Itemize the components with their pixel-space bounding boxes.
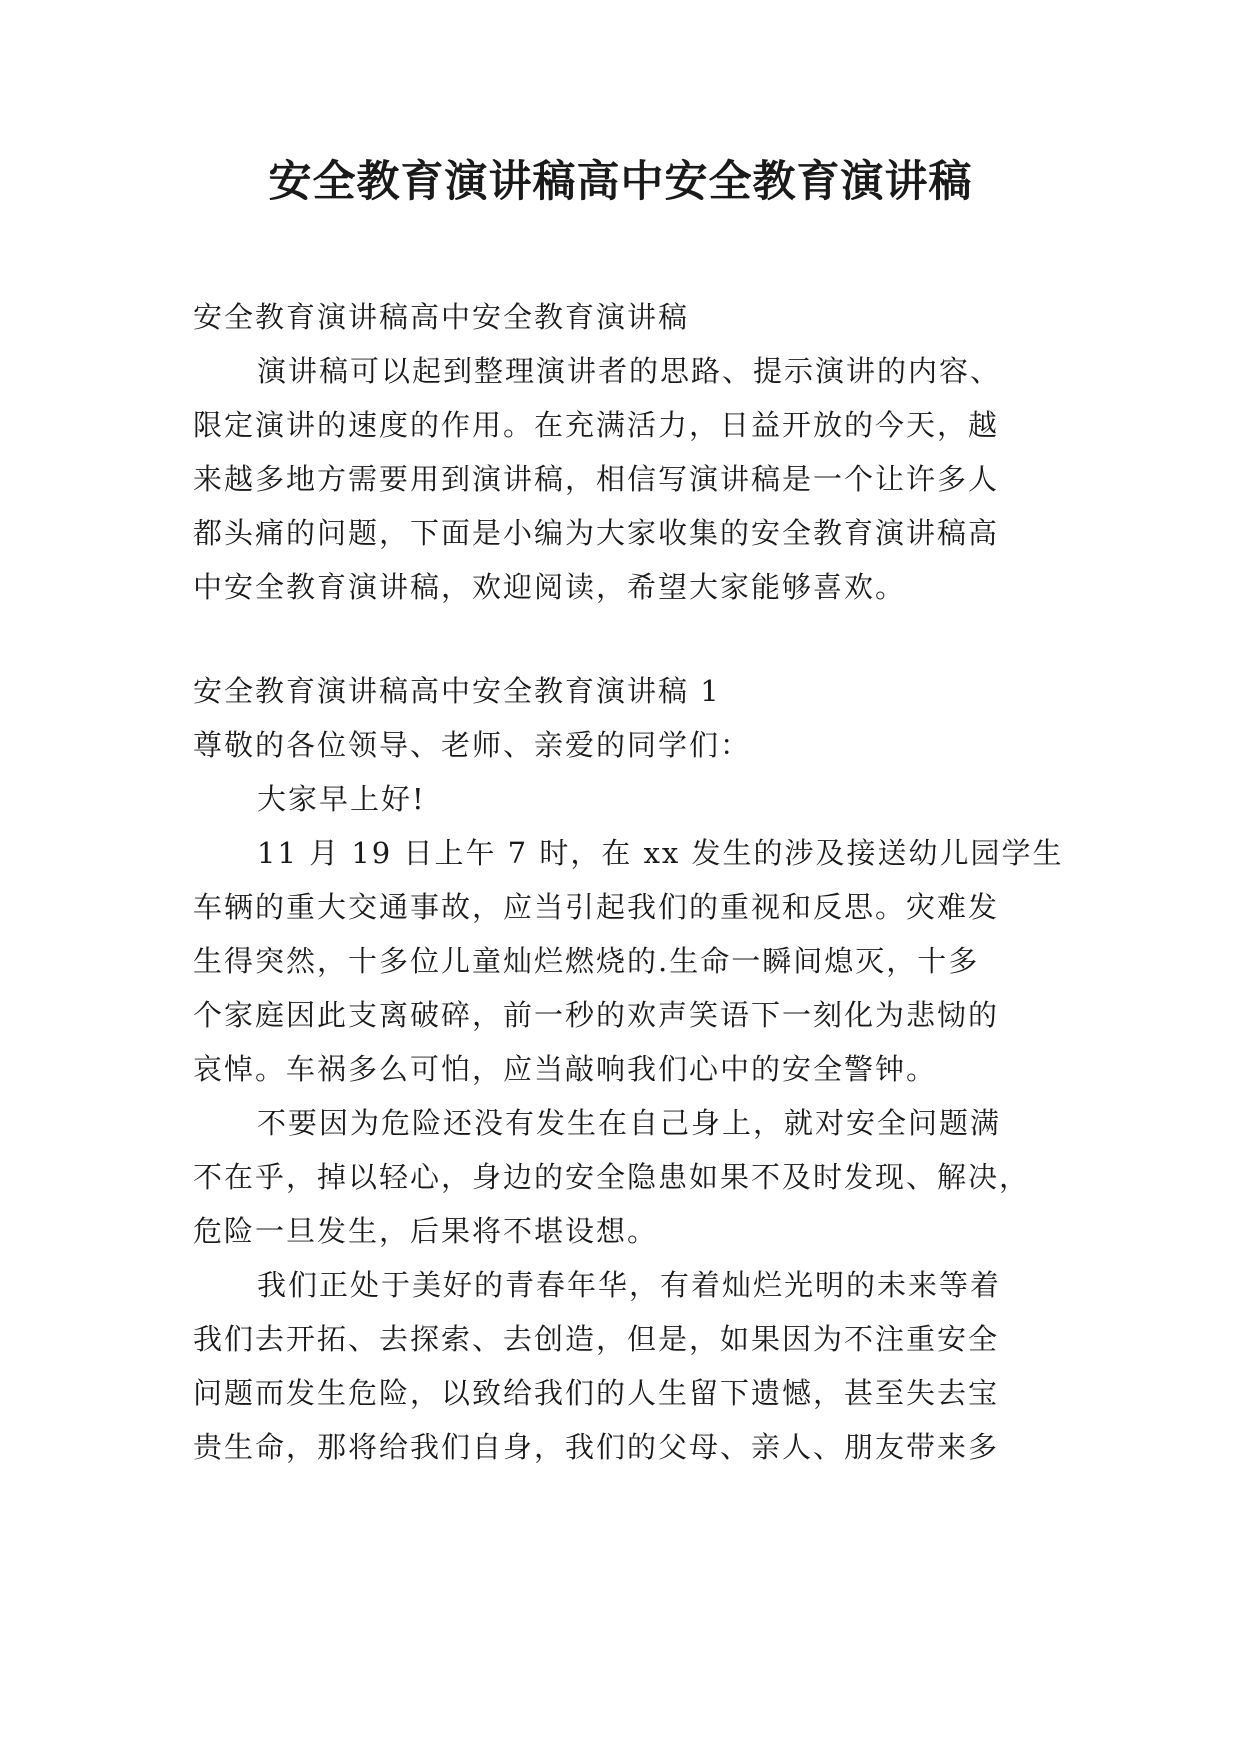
text-line: 都头痛的问题，下面是小编为大家收集的安全教育演讲稿高 bbox=[193, 516, 1000, 550]
text-line: 演讲稿可以起到整理演讲者的思路、提示演讲的内容、 bbox=[257, 354, 1002, 388]
text-line: 贵生命，那将给我们自身，我们的父母、亲人、朋友带来多 bbox=[193, 1430, 1000, 1464]
text-line: 哀悼。车祸多么可怕，应当敲响我们心中的安全警钟。 bbox=[193, 1052, 938, 1086]
paragraph-spacer bbox=[193, 614, 1065, 664]
text-line: 个家庭因此支离破碎，前一秒的欢声笑语下一刻化为悲恸的 bbox=[193, 998, 1000, 1032]
text-line: 我们正处于美好的青春年华，有着灿烂光明的未来等着 bbox=[257, 1268, 1002, 1302]
text-line: 限定演讲的速度的作用。在充满活力，日益开放的今天，越 bbox=[193, 408, 1000, 442]
text-line: 不要因为危险还没有发生在自己身上，就对安全问题满 bbox=[257, 1106, 1002, 1140]
intro-paragraph bbox=[193, 344, 1065, 614]
text-line: 问题而发生危险，以致给我们的人生留下遗憾，甚至失去宝 bbox=[193, 1376, 1000, 1410]
text-line: 车辆的重大交通事故，应当引起我们的重视和反思。灾难发 bbox=[193, 890, 1000, 924]
text-line: 不在乎，掉以轻心，身边的安全隐患如果不及时发现、解决， bbox=[193, 1160, 1031, 1194]
text-line: 来越多地方需要用到演讲稿，相信写演讲稿是一个让许多人 bbox=[193, 462, 1000, 496]
document-title: 安全教育演讲稿高中安全教育演讲稿 bbox=[268, 157, 973, 207]
subtitle: 安全教育演讲稿高中安全教育演讲稿 bbox=[193, 300, 690, 334]
text-line: 危险一旦发生，后果将不堪设想。 bbox=[193, 1214, 659, 1248]
greeting: 大家早上好! bbox=[257, 782, 426, 816]
document-body bbox=[193, 290, 1065, 1474]
salutation: 尊敬的各位领导、老师、亲爱的同学们： bbox=[193, 728, 752, 762]
text-line: 生得突然，十多位儿童灿烂燃烧的.生命一瞬间熄灭，十多 bbox=[193, 944, 980, 978]
section-heading: 安全教育演讲稿高中安全教育演讲稿 1 bbox=[193, 674, 721, 708]
body-paragraph-2 bbox=[193, 1096, 1065, 1258]
body-paragraph-1 bbox=[193, 826, 1065, 1096]
body-paragraph-3 bbox=[193, 1258, 1065, 1474]
text-line: 我们去开拓、去探索、去创造，但是，如果因为不注重安全 bbox=[193, 1322, 1000, 1356]
text-line: 11 月 19 日上午 7 时，在 xx 发生的涉及接送幼儿园学生 bbox=[257, 836, 1064, 870]
text-line: 中安全教育演讲稿，欢迎阅读，希望大家能够喜欢。 bbox=[193, 570, 907, 604]
